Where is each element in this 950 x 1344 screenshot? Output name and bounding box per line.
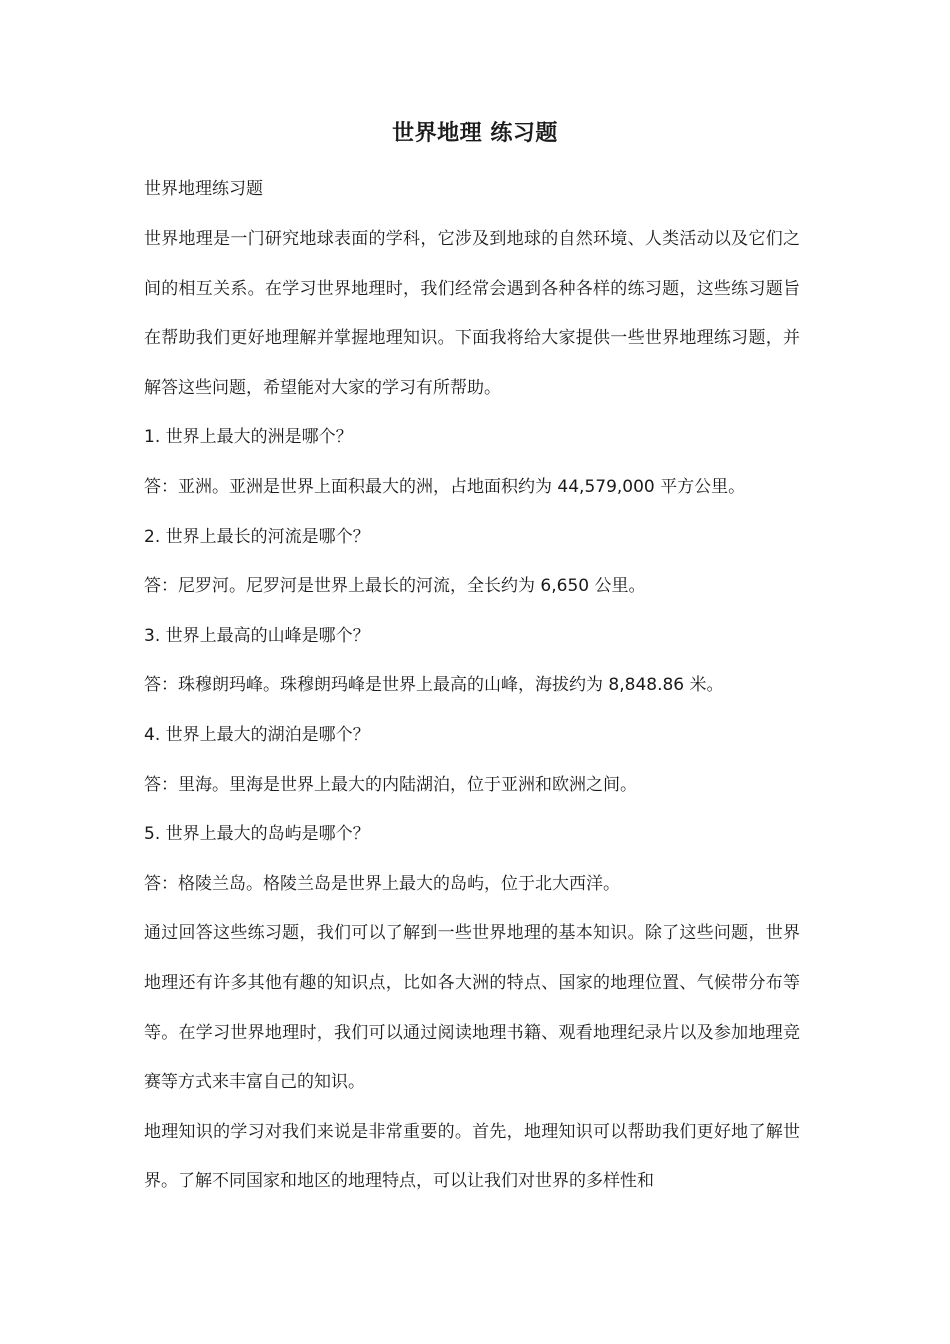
question-2: 2. 世界上最长的河流是哪个？: [144, 526, 370, 547]
closing-paragraph: 地理知识的学习对我们来说是非常重要的。首先，地理知识可以帮助我们更好地了解世界。了解不同国家和地区的地理特点，可以让我们对世界的多样性和: [144, 1121, 800, 1192]
answer-5: 答：格陵兰岛。格陵兰岛是世界上最大的岛屿，位于北大西洋。: [144, 873, 620, 894]
question-4: 4. 世界上最大的湖泊是哪个？: [144, 724, 370, 745]
answer-3: 答：珠穆朗玛峰。珠穆朗玛峰是世界上最高的山峰，海拔约为 8,848.86 米。: [144, 675, 724, 696]
intro-paragraph: 世界地理是一门研究地球表面的学科，它涉及到地球的自然环境、人类活动以及它们之间的相互关系。在学习世界地理时，我们经常会遇到各种各样的练习题，这些练习题旨在帮助我们更好地理解并掌握地理知识。下面我将给大家提供一些世界地理练习题，并解答这些问题，希望能对大家的学习有所帮助。: [144, 229, 800, 398]
question-3: 3. 世界上最高的山峰是哪个？: [144, 625, 370, 646]
document-title: 世界地理 练习题: [392, 121, 558, 146]
answer-2: 答：尼罗河。尼罗河是世界上最长的河流，全长约为 6,650 公里。: [144, 576, 646, 597]
question-1: 1. 世界上最大的洲是哪个？: [144, 427, 353, 448]
document-body: [144, 172, 800, 1207]
summary-paragraph: 通过回答这些练习题，我们可以了解到一些世界地理的基本知识。除了这些问题，世界地理还有许多其他有趣的知识点，比如各大洲的特点、国家的地理位置、气候带分布等等。在学习世界地理时，我们可以通过阅读地理书籍、观看地理纪录片以及参加地理竞赛等方式来丰富自己的知识。: [144, 923, 800, 1093]
document-subtitle: 世界地理练习题: [144, 179, 263, 199]
answer-4: 答：里海。里海是世界上最大的内陆湖泊，位于亚洲和欧洲之间。: [144, 774, 637, 795]
answer-1: 答：亚洲。亚洲是世界上面积最大的洲，占地面积约为 44,579,000 平方公里。: [144, 476, 746, 497]
question-5: 5. 世界上最大的岛屿是哪个？: [144, 824, 370, 845]
